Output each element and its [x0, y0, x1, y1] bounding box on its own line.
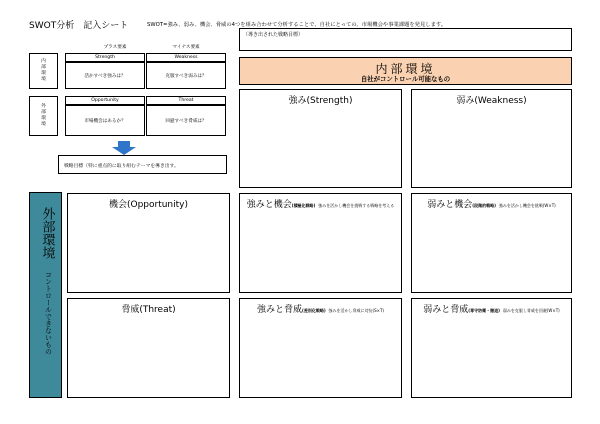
minus-factor-header: マイナス要素	[172, 45, 200, 50]
page-title: SWOT分析 記入シート	[29, 21, 129, 31]
external-env-subtitle: コントロールできないもの	[44, 271, 53, 355]
threat-box-title: 脅威(Threat)	[121, 305, 176, 315]
wt-note: 弱みを克服し脅威を回避(W×T)	[502, 308, 560, 313]
down-arrow-icon	[112, 141, 136, 155]
so-note: 強みを活かし機会を挑戦する戦略を考える	[318, 203, 395, 208]
weakness-question-cell[interactable]: 克服すべき弱みは？	[146, 62, 226, 89]
st-title: 強みと脅威	[256, 305, 302, 315]
opportunity-box[interactable]	[67, 193, 230, 293]
weakness-opportunity-box[interactable]	[411, 193, 572, 293]
threat-box[interactable]	[67, 298, 230, 398]
st-note: 強みを活かし脅威に対抗(S×T)	[328, 308, 384, 313]
wt-title: 弱みと脅威	[423, 305, 469, 315]
internal-env-title: 内部環境	[375, 62, 436, 76]
so-tag: (積極化戦略)	[291, 203, 316, 208]
internal-env-side-label: 内部環境	[29, 53, 58, 89]
strategy-goal-box[interactable]	[58, 155, 227, 174]
threat-question-cell[interactable]: 回避すべき脅威は？	[146, 105, 226, 136]
weakness-box[interactable]	[411, 89, 572, 188]
external-env-header	[29, 192, 62, 398]
strength-box-title: 強み(Strength)	[288, 96, 353, 106]
external-env-side-label: 外部環境	[29, 96, 58, 136]
opportunity-box-title: 機会(Opportunity)	[108, 200, 189, 210]
strategy-result-box[interactable]	[239, 28, 572, 51]
external-env-title: 外部環境	[39, 207, 55, 259]
weakness-label: Weakness	[146, 53, 226, 62]
weakness-box-title: 弱み(Weakness)	[456, 96, 527, 106]
strategy-result-label: （導き出された戦略目標）	[243, 32, 304, 38]
strength-box[interactable]	[239, 89, 402, 188]
weakness-threat-box[interactable]	[411, 298, 572, 398]
strategy-goal-text: 戦略目標（特に重点的に取り組むテーマを導き出す。	[64, 164, 179, 169]
strength-label: Strength	[65, 53, 145, 62]
page-description: SWOT=強み、弱み、機会、脅威の4つを組み合わせて分析することで、自社にとっての、市場機会や事業課題を発見します。	[147, 22, 447, 28]
strength-question-cell[interactable]: 活かすべき強みは？	[65, 62, 145, 89]
opportunity-label: Opportunity	[65, 96, 145, 105]
internal-env-header	[239, 57, 572, 85]
strength-threat-box[interactable]	[239, 298, 402, 398]
wt-tag: (専守防衛・撤退)	[468, 308, 500, 313]
strength-opportunity-box[interactable]	[239, 193, 402, 293]
threat-label: Threat	[146, 96, 226, 105]
so-title: 強みと機会	[246, 200, 292, 210]
wo-note: 強みを活かし機会を挑戦(W×T)	[498, 203, 556, 208]
plus-factor-header: プラス要素	[103, 45, 127, 50]
opportunity-question-cell[interactable]: 市場機会はあるか？	[65, 105, 145, 136]
st-tag: (差別化戦略)	[302, 308, 326, 313]
internal-env-subtitle: 自社がコントロール可能なもの	[360, 75, 451, 83]
wo-title: 弱みと機会	[427, 200, 473, 210]
wo-tag: (段階的戦略)	[472, 203, 496, 208]
